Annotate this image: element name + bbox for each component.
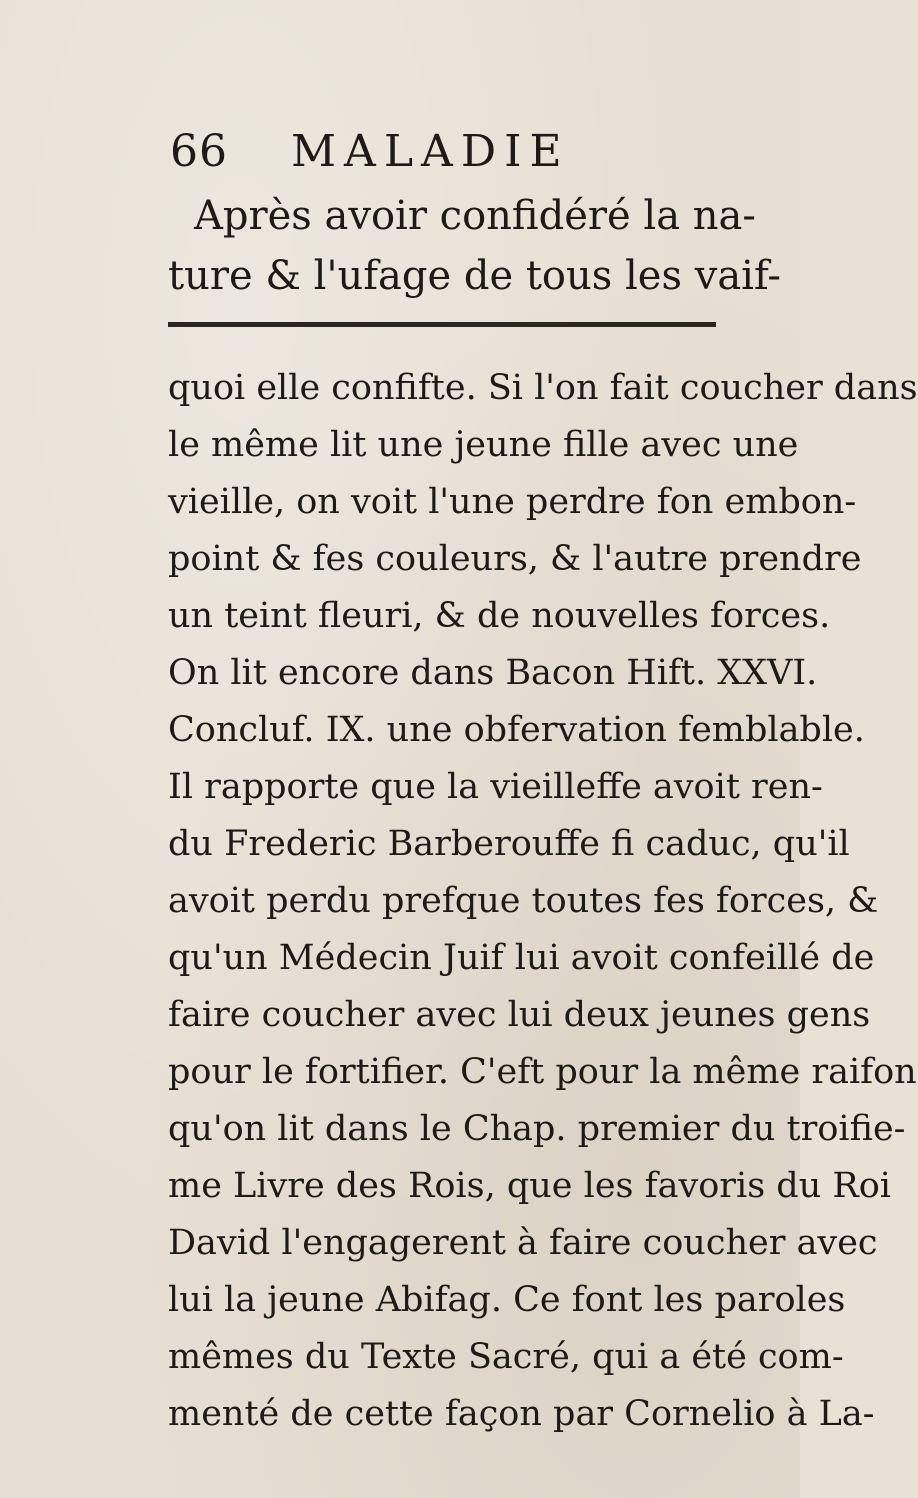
text-line: vieille, on voit l'une perdre fon embon- xyxy=(168,482,857,522)
body-text xyxy=(168,360,918,1443)
text-line: menté de cette façon par Cornelio à La- xyxy=(168,1394,875,1434)
page-header xyxy=(170,126,570,177)
text-line: qu'on lit dans le Chap. premier du troifie- xyxy=(168,1109,906,1149)
text-line: David l'engagerent à faire coucher avec xyxy=(168,1223,878,1263)
text-line: Concluf. IX. une obfervation femblable. xyxy=(168,710,865,750)
fragment-line: ture & l'ufage de tous les vaif- xyxy=(168,253,781,299)
text-line: Il rapporte que la vieilleffe avoit ren- xyxy=(168,767,823,807)
text-line: du Frederic Barberouffe fi caduc, qu'il xyxy=(168,824,850,864)
text-line: faire coucher avec lui deux jeunes gens xyxy=(168,995,871,1035)
text-line: avoit perdu prefque toutes fes forces, & xyxy=(168,881,879,921)
text-line: pour le fortifier. C'eft pour la même raifon xyxy=(168,1052,917,1092)
running-title: MALADIE xyxy=(291,126,570,177)
horizontal-rule xyxy=(168,322,716,327)
text-line: On lit encore dans Bacon Hift. XXVI. xyxy=(168,653,818,693)
text-line: qu'un Médecin Juif lui avoit confeillé de xyxy=(168,938,875,978)
page-number: 66 xyxy=(170,126,228,177)
text-line: lui la jeune Abifag. Ce font les paroles xyxy=(168,1280,846,1320)
text-line: un teint fleuri, & de nouvelles forces. xyxy=(168,596,831,636)
text-line: mêmes du Texte Sacré, qui a été com- xyxy=(168,1337,844,1377)
text-line: point & fes couleurs, & l'autre prendre xyxy=(168,539,862,579)
previous-text-fragment xyxy=(168,186,781,306)
text-line: me Livre des Rois, que les favoris du Roi xyxy=(168,1166,891,1206)
fragment-line: Après avoir confidéré la na- xyxy=(194,193,756,239)
text-line: le même lit une jeune fille avec une xyxy=(168,425,799,465)
text-line: quoi elle confifte. Si l'on fait coucher dans xyxy=(168,368,918,408)
